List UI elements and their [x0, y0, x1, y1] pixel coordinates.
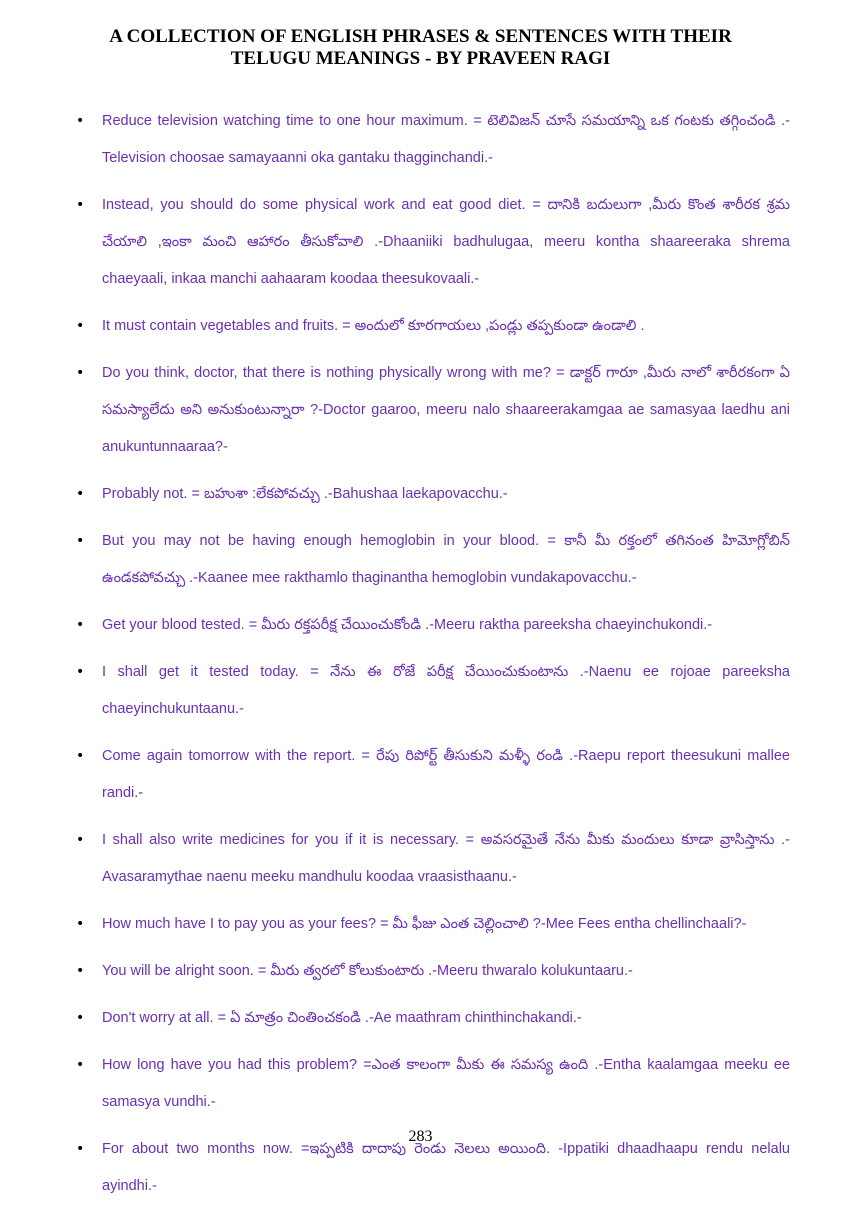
phrase-list: [0, 103, 841, 1215]
list-item-text: I shall also write medicines for you if it is necessary. = అవసరమైతే నేను మీకు మందులు కూడా వ్రాసిస్తాను .-Avasaramythae naenu meeku mandhulu koodaa vraasisthaanu.-: [102, 832, 790, 885]
list-item-text: But you may not be having enough hemoglobin in your blood. = కానీ మీ రక్తంలో తగినంత హిమోగ్లోబిన్ ఉండకపోవచ్చు .-Kaanee mee rakthamlo thaginantha hemoglobin vundakapovacchu.-: [102, 533, 790, 586]
bullet-icon: •: [76, 748, 85, 764]
list-item: [0, 187, 841, 298]
bullet-icon: •: [76, 1057, 85, 1073]
bullet-icon: •: [76, 963, 85, 979]
bullet-icon: •: [76, 365, 85, 381]
bullet-icon: •: [76, 1141, 85, 1157]
list-item: [0, 1000, 841, 1037]
page-number: 283: [408, 1128, 433, 1145]
bullet-icon: •: [76, 664, 85, 680]
list-item: [0, 103, 841, 177]
list-item-text: Get your blood tested. = మీరు రక్తపరీక్ష చేయించుకోండి .-Meeru raktha pareeksha chaeyinchukondi.-: [102, 617, 713, 633]
list-item-text: It must contain vegetables and fruits. = అందులో కూరగాయలు ,పండ్లు తప్పకుండా ఉండాలి .: [102, 318, 645, 334]
list-item: [0, 308, 841, 345]
bullet-icon: •: [76, 318, 85, 334]
list-item-text: Reduce television watching time to one hour maximum. = టెలివిజన్ చూసే సమయాన్ని ఒక గంటకు తగ్గించండి .-Television choosae samayaanni oka gantaku thagginchandi.-: [102, 113, 790, 166]
list-item-text: Don't worry at all. = ఏ మాత్రం చింతించకండి .-Ae maathram chinthinchakandi.-: [102, 1010, 582, 1026]
bullet-icon: •: [76, 832, 85, 848]
bullet-icon: •: [76, 1010, 85, 1026]
list-item: [0, 355, 841, 466]
list-item-text: You will be alright soon. = మీరు త్వరలో కోలుకుంటారు .-Meeru thwaralo kolukuntaaru.-: [102, 963, 633, 979]
bullet-icon: •: [76, 916, 85, 932]
list-item-text: How long have you had this problem? =ఎంత కాలంగా మీకు ఈ సమస్య ఉంది .-Entha kaalamgaa meeku ee samasya vundhi.-: [102, 1057, 790, 1110]
title-line-1: A COLLECTION OF ENGLISH PHRASES & SENTENCES WITH THEIR: [109, 26, 732, 47]
list-item: [0, 953, 841, 990]
list-item-text: I shall get it tested today. = నేను ఈ రోజే పరీక్ష చేయించుకుంటాను .-Naenu ee rojoae pareeksha chaeyinchukuntaanu.-: [102, 664, 790, 717]
list-item: [0, 906, 841, 943]
list-item: [0, 738, 841, 812]
list-item-text: Instead, you should do some physical work and eat good diet. = దానికి బదులుగా ,మీరు కొంత శారీరక శ్రమ చేయాలి ,ఇంకా మంచి ఆహారం తీసుకోవాలి .-Dhaaniiki badhulugaa, meeru kontha shaareeraka shrema chaeyaali, inkaa manchi aahaaram koodaa theesukovaali.-: [102, 197, 790, 287]
list-item: [0, 607, 841, 644]
bullet-icon: •: [76, 113, 85, 129]
bullet-icon: •: [76, 486, 85, 502]
list-item: [0, 654, 841, 728]
list-item-text: For about two months now. =ఇప్పటికి దాదాపు రెండు నెలలు అయింది. -Ippatiki dhaadhaapu rendu nelalu ayindhi.-: [102, 1141, 790, 1194]
list-item-text: Come again tomorrow with the report. = రేపు రిపోర్ట్ తీసుకుని మళ్ళీ రండి .-Raepu report theesukuni mallee randi.-: [102, 748, 790, 801]
list-item: [0, 476, 841, 513]
list-item-text: Do you think, doctor, that there is nothing physically wrong with me? = డాక్టర్ గారూ ,మీరు నాలో శారీరకంగా ఏ సమస్యాలేదు అని అనుకుంటున్నారా ?-Doctor gaaroo, meeru nalo shaareerakamgaa ae samasyaa laedhu ani anukuntunnaaraa?-: [102, 365, 790, 455]
list-item: [0, 523, 841, 597]
list-item: [0, 822, 841, 896]
list-item-text: Probably not. = బహుశా :లేకపోవచ్చు .-Bahushaa laekapovacchu.-: [102, 486, 508, 502]
list-item-text: How much have I to pay you as your fees? = మీ ఫీజు ఎంత చెల్లించాలి ?-Mee Fees entha chellinchaali?-: [102, 916, 747, 932]
page-title: [60, 26, 781, 70]
bullet-icon: •: [76, 533, 85, 549]
bullet-icon: •: [76, 197, 85, 213]
list-item: [0, 1047, 841, 1121]
bullet-icon: •: [76, 617, 85, 633]
title-line-2: TELUGU MEANINGS - BY PRAVEEN RAGI: [230, 48, 611, 69]
